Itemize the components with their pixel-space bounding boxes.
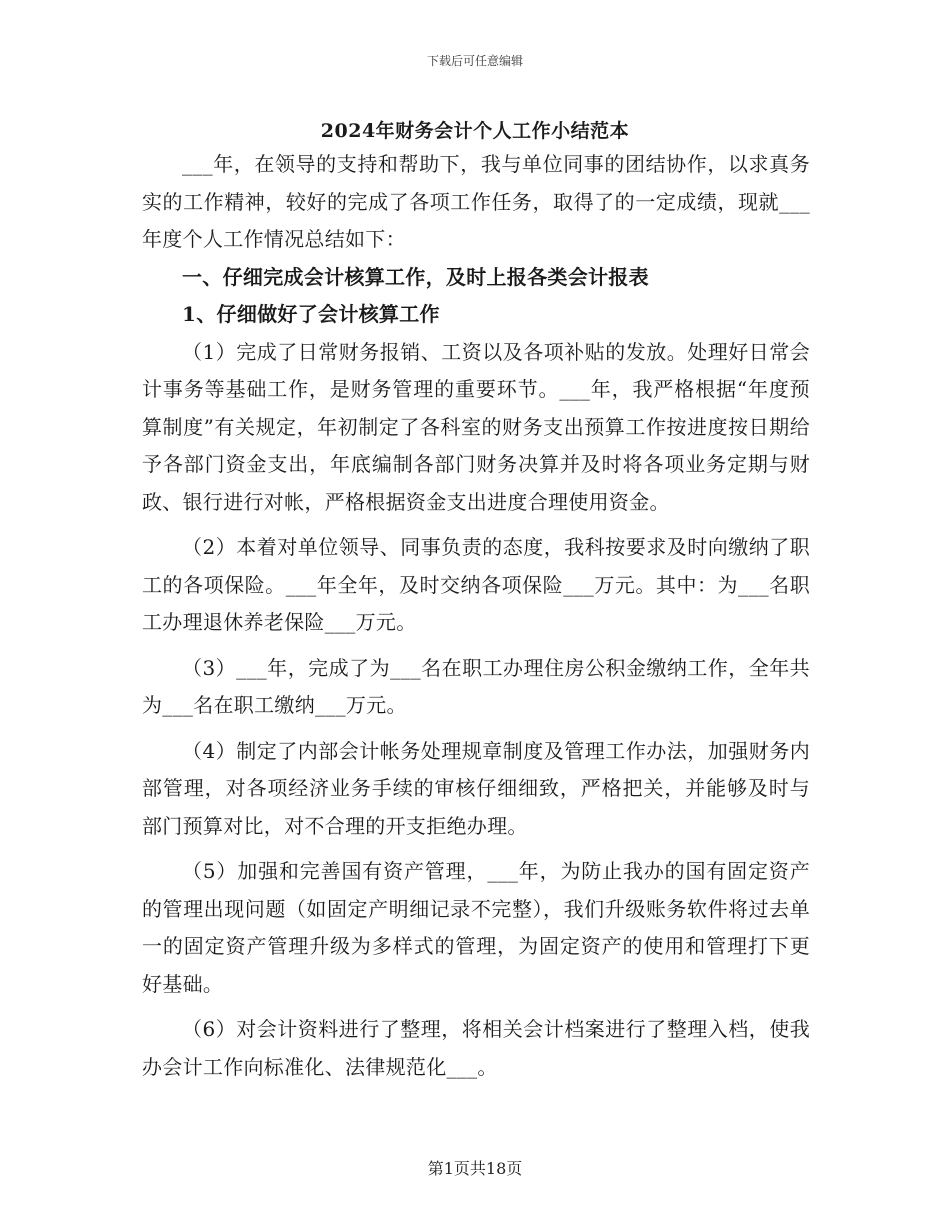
item-paragraph-3: （3）___年，完成了为___名在职工办理住房公积金缴纳工作，全年共为___名在职工缴纳___万元。 [142,655,810,717]
document-body [142,146,810,1086]
item-paragraph-2: （2）本着对单位领导、同事负责的态度，我科按要求及时向缴纳了职工的各项保险。___年全年，及时交纳各项保险___万元。其中：为___名职工办理退休养老保险___万元。 [142,535,810,634]
document-title: 2024年财务会计个人工作小结范本 [320,120,630,142]
section-heading-1: 一、仔细完成会计核算工作，及时上报各类会计报表 [182,264,649,289]
header-note: 下载后可任意编辑 [426,54,523,68]
page-footer: 第1页共18页 [427,1159,523,1178]
item-paragraph-5: （5）加强和完善国有资产管理，___年，为防止我办的国有固定资产的管理出现问题（如固定产明细记录不完整），我们升级账务软件将过去单一的固定资产管理升级为多样式的管理，为固定资产的使用和管理打下更好基础。 [142,859,810,996]
item-paragraph-4: （4）制定了内部会计帐务处理规章制度及管理工作办法，加强财务内部管理，对各项经济业务手续的审核仔细细致，严格把关，并能够及时与部门预算对比，对不合理的开支拒绝办理。 [142,738,810,838]
item-paragraph-1: （1）完成了日常财务报销、工资以及各项补贴的发放。处理好日常会计事务等基础工作，是财务管理的重要环节。___年，我严格根据“年度预算制度”有关规定，年初制定了各科室的财务支出预算工作按进度按日期给予各部门资金支出，年底编制各部门财务决算并及时将各项业务定期与财政、银行进行对帐，严格根据资金支出进度合理使用资金。 [142,339,810,514]
intro-paragraph: ___年，在领导的支持和帮助下，我与单位同事的团结协作，以求真务实的工作精神，较好的完成了各项工作任务，取得了的一定成绩，现就___年度个人工作情况总结如下： [142,152,810,251]
item-paragraph-6: （6）对会计资料进行了整理，将相关会计档案进行了整理入档，使我办会计工作向标准化、法律规范化___。 [142,1017,810,1079]
subsection-heading-1: 1、仔细做好了会计核算工作 [182,302,440,326]
